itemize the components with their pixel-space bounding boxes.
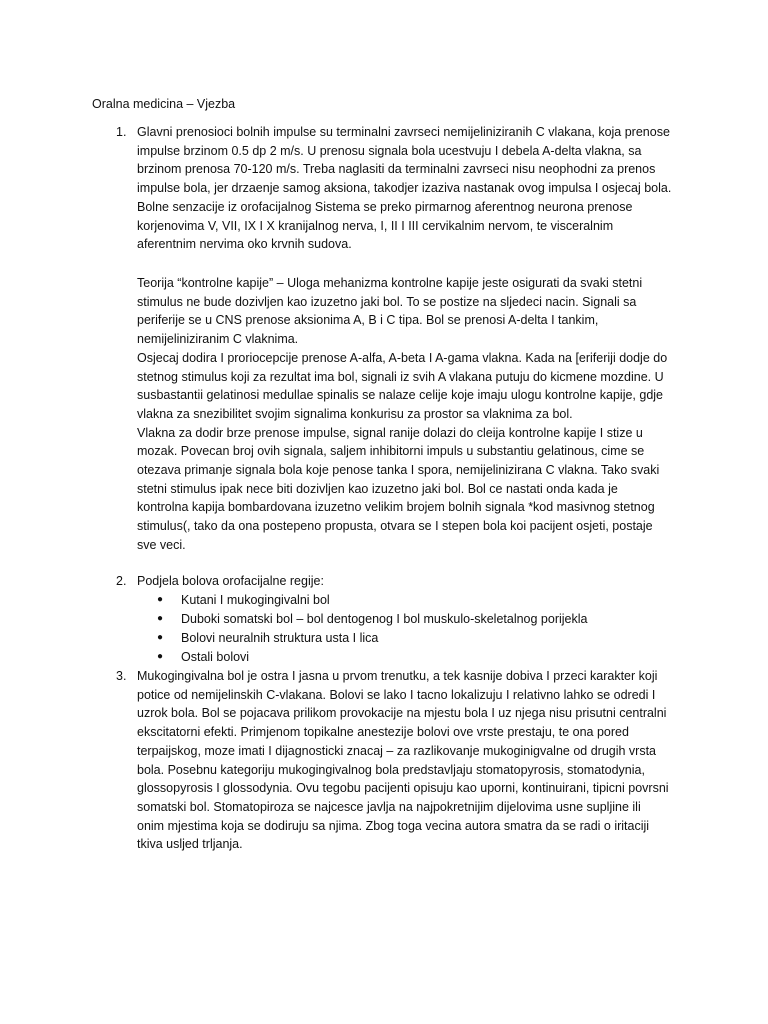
item-3-paragraph — [137, 667, 669, 854]
bullet-icon: ● — [157, 594, 164, 605]
paragraph-line: periferije se u CNS prenose aksionima A, B i C tipa. Bol se prenosi A-delta I tankim, — [137, 313, 599, 328]
paragraph-line: Osjecaj dodira I proriocepcije prenose A-alfa, A-beta I A-gama vlakna. Kada na [eriferiji dodje do — [137, 350, 668, 365]
bullet-icon: ● — [157, 632, 164, 643]
paragraph-line: ekscitatorni efekti. Primjenom topikalne anestezije bolovi ove vrste prestaju, te ona pored — [137, 725, 629, 740]
bullet-icon: ● — [157, 651, 164, 662]
paragraph-line: Mukogingivalna bol je ostra I jasna u prvom trenutku, a tek kasnije dobiva I przeci karakter koji — [137, 669, 658, 683]
paragraph-line: brzinom prenosa 70-120 m/s. Treba naglasiti da terminalni zavrseci nisu neophodni za prenos — [137, 162, 656, 177]
paragraph-line: uzrok bola. Bol se pojacava prilikom provokacije na mjestu bola I uz njega nisu prisutni centralni — [137, 706, 667, 721]
item-1-paragraph-2 — [137, 274, 667, 555]
bullet-item: Ostali bolovi — [181, 650, 250, 664]
bullet-item: Bolovi neuralnih struktura usta I lica — [181, 631, 379, 645]
paragraph-line: aferentnim nervima oko krvnih sudova. — [137, 237, 352, 252]
paragraph-line: bola. Posebnu kategoriju mukogingivalnog bola predstavljaju stomatopyrosis, stomatodynia, — [137, 762, 645, 777]
paragraph-line: nemijeliniziranim C vlaknima. — [137, 332, 299, 347]
item-3-number: 3. — [116, 669, 127, 683]
paragraph-line: stimulus ne bude dozivljen kao izuzetno jaki bol. To se postize na sljedeci nacin. Signali sa — [137, 294, 637, 309]
paragraph-line: stetnog stimulus koji za rezultat ima bol, signali iz svih A vlakana putuju do kicmene mozdine. U — [137, 369, 664, 384]
paragraph-line: stimulus(, tako da ona postepeno propusta, otvara se I stepen bola koi pacijent osjeti, postaje — [137, 519, 653, 534]
paragraph-line: Vlakna za dodir brze prenose impulse, signal ranije dolazi do cleija kontrolne kapije I stize u — [137, 425, 643, 440]
paragraph-line: Teorija “kontrolne kapije” – Uloga mehanizma kontrolne kapije jeste osigurati da svaki stetni — [137, 276, 643, 290]
paragraph-line: sve veci. — [137, 537, 186, 552]
document-title: Oralna medicina – Vjezba — [92, 97, 236, 111]
bullet-item: Kutani I mukogingivalni bol — [181, 593, 330, 607]
paragraph-line: Bolne senzacije iz orofacijalnog Sistema se preko pirmarnog aferentnog neurona prenose — [137, 199, 633, 214]
paragraph-line: Glavni prenosioci bolnih impulse su terminalni zavrseci nemijeliniziranih C vlakana, koja prenose — [137, 125, 670, 139]
item-2-heading: Podjela bolova orofacijalne regije: — [137, 574, 324, 588]
bullet-item: Duboki somatski bol – bol dentogenog I bol muskulo-skeletalnog porijekla — [181, 612, 588, 626]
item-1-paragraph-1 — [137, 123, 671, 254]
paragraph-line: potice od nemijelinskih C-vlakana. Bolovi se lako I tacno lokalizuju I relativno lahko se odredi I — [137, 687, 656, 702]
paragraph-line: tkiva usljed trljanja. — [137, 837, 243, 852]
paragraph-line: impulse bola, jer drzaenje samog aksiona, takodjer izaziva nastanak ovog impulsa I osjecaj bola. — [137, 181, 672, 196]
paragraph-line: korjenovima V, VII, IX I X kranijalnog nerva, I, II I III cervikalnim nervom, te visceralnim — [137, 218, 614, 233]
paragraph-line: terpaijskog, moze imati I dijagnosticki znacaj – za razlikovanje mukoginigvalne od drugih vrsta — [137, 743, 657, 758]
paragraph-line: stetni stimulus ipak nece biti dozivljen kao izuzetno jaki bol. Bol ce nastati onda kada je — [137, 481, 618, 496]
paragraph-line: vlakna za snezibilitet svojim signalima konkurisu za prostor sa vlaknima za bol. — [137, 406, 573, 421]
paragraph-line: impulse brzinom 0.5 dp 2 m/s. U prenosu signala bola ucestvuju I debela A-delta vlakna, sa — [137, 143, 642, 158]
paragraph-line: glossopyrosis I glossodynia. Ovu tegobu pacijenti opisuju kao uporni, kontinuirani, tipicni povrsni — [137, 781, 669, 796]
paragraph-line: susbastantii gelatinosi medullae spinalis se nalaze celije koje imaju ulogu kontrolne kapije, gdje — [137, 388, 664, 403]
bullet-icon: ● — [157, 613, 164, 624]
paragraph-line: mozak. Povecan broj ovih signala, saljem inhibitorni impuls u substantiu gelatinous, cime se — [137, 444, 645, 459]
item-1-number: 1. — [116, 125, 127, 139]
paragraph-line: onim mjestima koja se dodiruju sa njima. Zbog toga vecina autora smatra da se radi o iritaciji — [137, 818, 650, 833]
item-2-number: 2. — [116, 574, 127, 588]
paragraph-line: kontrolna kapija bombardovana izuzetno velikim brojem bolnih signala *kod masivnog stetnog — [137, 500, 655, 515]
paragraph-line: somatski bol. Stomatopiroza se najcesce javlja na najpokretnijim dijelovima usne supljine ili — [137, 799, 641, 814]
paragraph-line: otezava primanje signala bola koje penose tanka I spora, nemijelinizirana C vlakna. Tako svaki — [137, 463, 660, 478]
